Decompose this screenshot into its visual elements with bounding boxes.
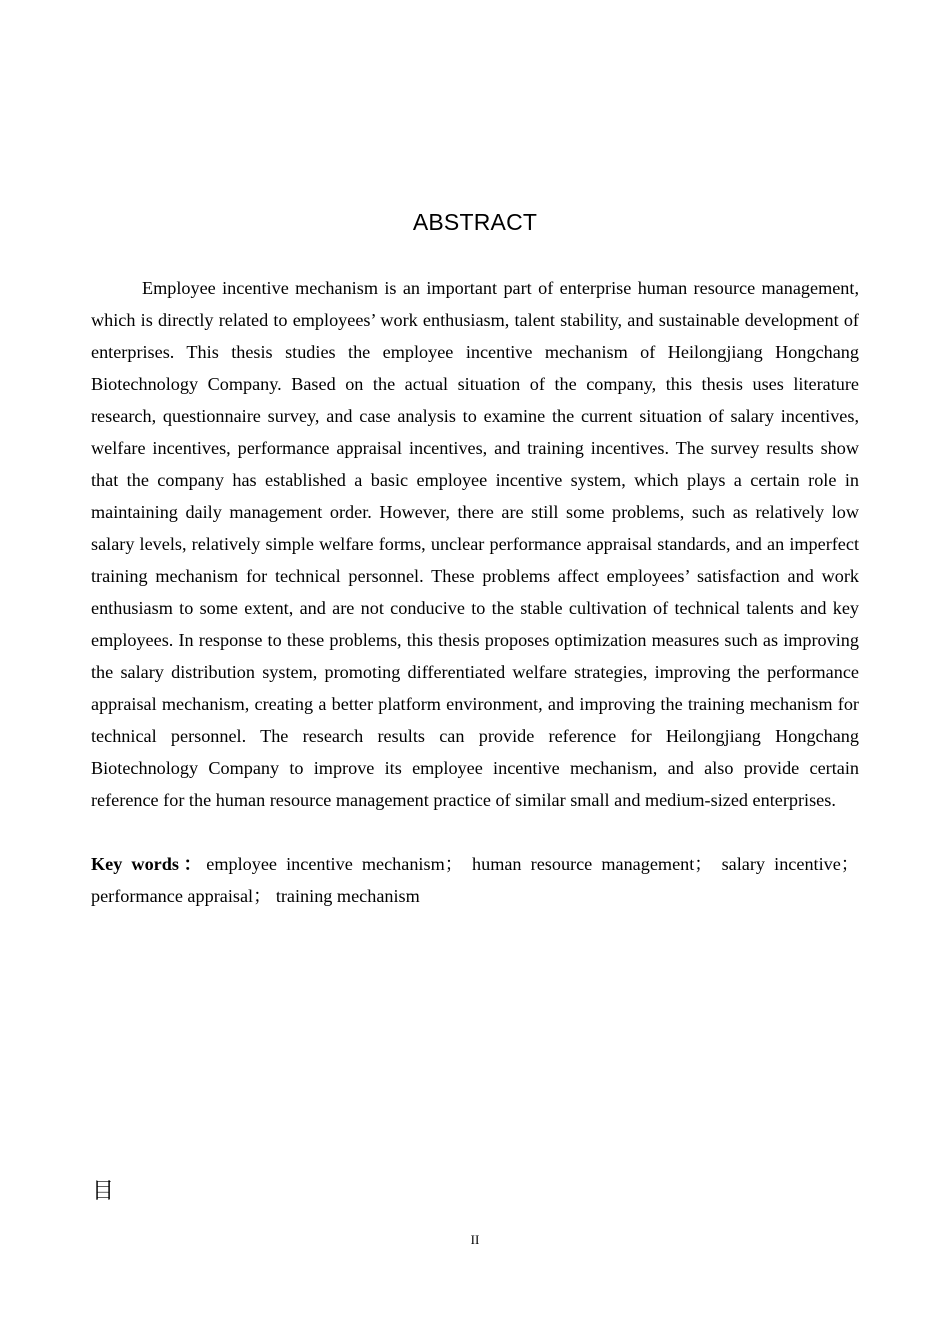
abstract-title: ABSTRACT	[412, 209, 538, 235]
abstract-paragraph: Employee incentive mechanism is an important part of enterprise human resource management, which is directly related to employees’ work enthusiasm, talent stability, and sustainable development of enterprises. This thesis studies the employee incentive mechanism of Heilongjiang Hongchang Biotechnology Company. Based on the actual situation of the company, this thesis uses literature research, questionnaire survey, and case analysis to examine the current situation of salary incentives, welfare incentives, performance appraisal incentives, and training incentives. The survey results show that the company has established a basic employee incentive system, which plays a certain role in maintaining daily management order. However, there are still some problems, such as relatively low salary levels, relatively simple welfare forms, unclear performance appraisal standards, and an imperfect training mechanism for technical personnel. These problems affect employees’ satisfaction and work enthusiasm to some extent, and are not conducive to the stable cultivation of technical talents and key employees. In response to these problems, this thesis proposes optimization measures such as improving the salary distribution system, promoting differentiated welfare strategies, improving the performance appraisal mechanism, creating a better platform environment, and improving the training mechanism for technical personnel. The research results can provide reference for Heilongjiang Hongchang Biotechnology Company to improve its employee incentive mechanism, and also provide certain reference for the human resource management practice of similar small and medium-sized enterprises.	[91, 278, 859, 810]
toc-heading-fragment: 目	[92, 1179, 115, 1204]
keywords-list: employee incentive mechanism； human resource management； salary incentive； performance appraisal； training mechanism	[91, 854, 859, 906]
keywords-line	[91, 848, 859, 912]
keywords-label: Key words：	[91, 854, 207, 874]
page-number: II	[470, 1232, 480, 1247]
